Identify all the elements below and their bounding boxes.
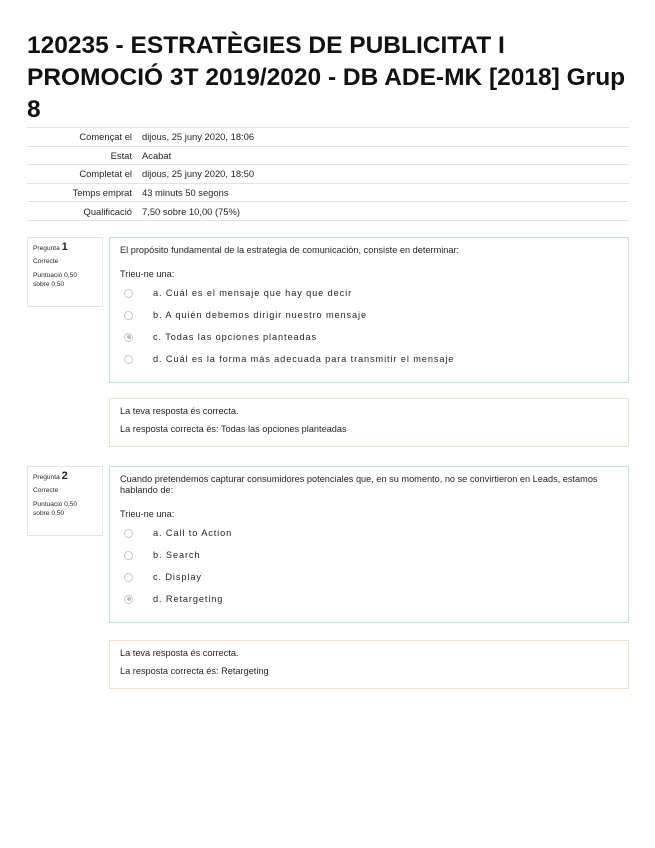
summary-row [27,146,629,165]
question-info-1 [27,237,103,307]
radio-button[interactable] [124,311,133,320]
answer-option[interactable] [120,522,618,544]
answer-options [120,522,618,610]
summary-value: dijous, 25 juny 2020, 18:50 [137,165,629,184]
feedback-text: La teva resposta és correcta. [120,406,239,416]
summary-label: Estat [27,146,137,165]
question-number [33,243,97,253]
answer-option-label: b. A quién debemos dirigir nuestro mensaje [153,309,367,320]
question-label: Pregunta [33,245,60,252]
radio-button[interactable] [124,529,133,538]
summary-value: 43 minuts 50 segons [137,183,629,202]
question-mark: Puntuació 0,50 [33,272,77,279]
radio-button-checked[interactable] [124,333,133,342]
answer-option[interactable] [120,326,618,348]
question-mark: Puntuació 0,50 [33,501,77,508]
question-state: Correcte [33,258,59,265]
summary-value: 7,50 sobre 10,00 (75%) [137,202,629,221]
question-number-value: 1 [61,241,68,253]
summary-row [27,183,629,202]
summary-value: Acabat [137,146,629,165]
answer-option[interactable] [120,282,618,304]
radio-button[interactable] [124,573,133,582]
answer-option[interactable] [120,588,618,610]
right-answer-text: La resposta correcta és: Todas las opciones planteadas [120,424,347,434]
summary-label: Qualificació [27,202,137,221]
summary-row [27,165,629,184]
question-label: Pregunta [33,474,60,481]
radio-button-checked[interactable] [124,595,133,604]
summary-label: Completat el [27,165,137,184]
question-number-value: 2 [61,470,68,482]
answer-option-label: a. Call to Action [153,527,233,538]
question-number [33,472,97,482]
summary-label: Temps emprat [27,183,137,202]
question-text: El propósito fundamental de la estrategia de comunicación, consiste en determinar: [120,245,460,255]
answer-option[interactable] [120,544,618,566]
page-title: 120235 - ESTRATÈGIES DE PUBLICITAT I PROMOCIÓ 3T 2019/2020 - DB ADE-MK [2018] Grup 8 [27,32,626,123]
radio-button[interactable] [124,551,133,560]
question-content-1 [109,237,629,383]
question-info-2 [27,466,103,536]
answer-option-label: c. Todas las opciones planteadas [153,331,317,342]
answer-option-label: b. Search [153,549,201,560]
feedback-text: La teva resposta és correcta. [120,648,239,658]
right-answer-text: La resposta correcta és: Retargeting [120,666,269,676]
answer-option-label: c. Display [153,571,202,582]
answer-option[interactable] [120,304,618,326]
feedback-box-1 [109,398,629,447]
answer-options [120,282,618,370]
answer-option-label: a. Cuál es el mensaje que hay que decir [153,287,353,298]
answer-option[interactable] [120,566,618,588]
radio-button[interactable] [124,289,133,298]
radio-button[interactable] [124,355,133,364]
question-mark-max: sobre 0,50 [33,510,65,517]
question-mark-max: sobre 0,50 [33,281,65,288]
answer-prompt: Trieu-ne una: [120,509,175,519]
answer-prompt: Trieu-ne una: [120,269,175,279]
question-content-2 [109,466,629,623]
answer-option-label: d. Cuál es la forma más adecuada para transmitir el mensaje [153,353,455,364]
summary-row [27,128,629,147]
question-state: Correcte [33,487,59,494]
summary-value: dijous, 25 juny 2020, 18:06 [137,128,629,147]
feedback-box-2 [109,640,629,689]
question-text: Cuando pretendemos capturar consumidores potenciales que, en su momento, no se convirtieron en Leads, estamos hablando de: [120,474,598,495]
answer-option-label: d. Retargeting [153,593,224,604]
summary-label: Començat el [27,128,137,147]
answer-option[interactable] [120,348,618,370]
summary-row [27,202,629,221]
attempt-summary-table [27,127,629,221]
